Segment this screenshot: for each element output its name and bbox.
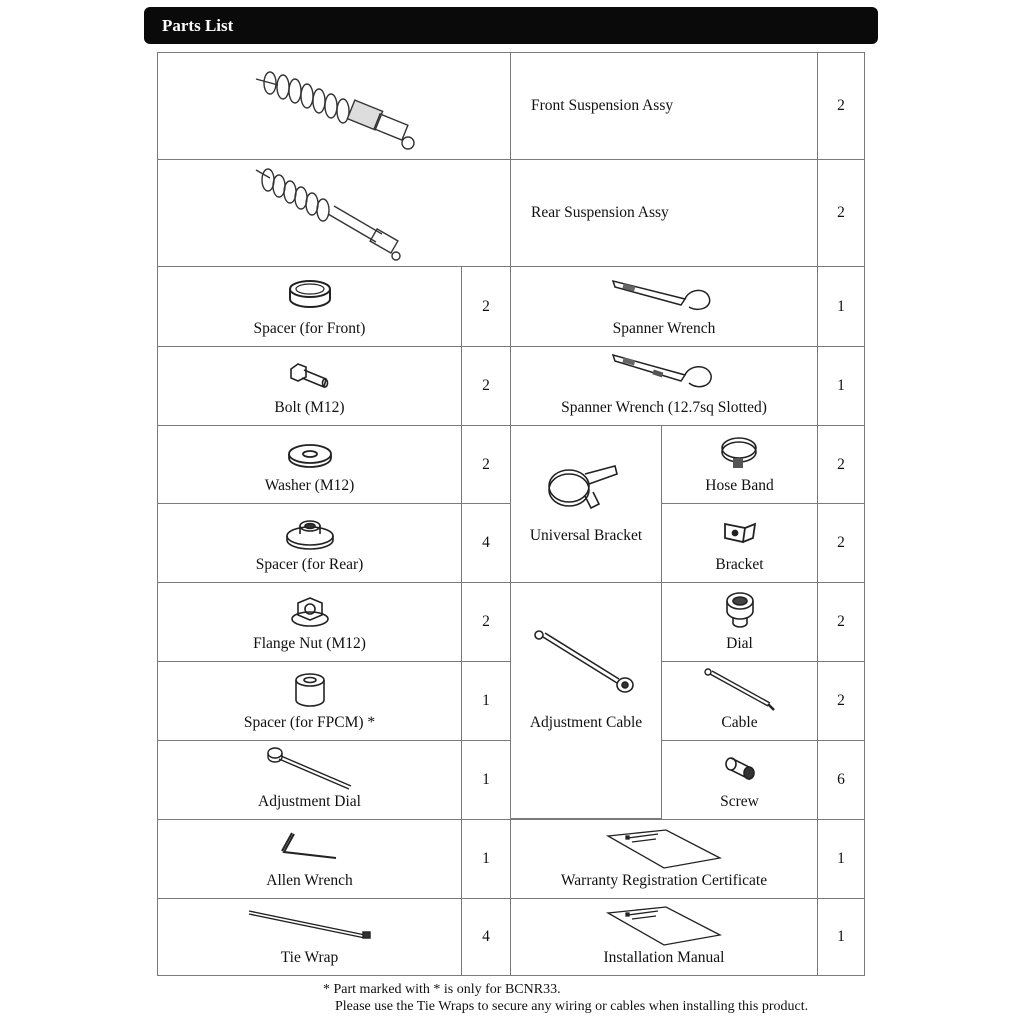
document-icon — [606, 828, 722, 870]
spacer-rear-qty: 4 — [482, 534, 490, 551]
adjustment-cable-cell — [510, 582, 662, 819]
allen-wrench-icon — [278, 830, 342, 866]
warranty-card-label: Warranty Registration Certificate — [560, 872, 768, 889]
front-suspension-image-cell — [157, 52, 511, 160]
rear-suspension-name-cell — [510, 159, 818, 267]
spacer-rear-label: Spacer (for Rear) — [255, 556, 364, 573]
screw-cell — [661, 740, 818, 820]
rear-suspension-qty: 2 — [837, 204, 845, 221]
adjustment-dial-cell — [157, 740, 462, 820]
allen-wrench-label: Allen Wrench — [266, 872, 353, 889]
hose-band-qty-cell — [817, 425, 865, 504]
washer-qty: 2 — [482, 455, 490, 473]
tie-wrap-qty: 4 — [482, 928, 490, 945]
bracket-label: Bracket — [715, 556, 764, 573]
front-suspension-qty: 2 — [837, 97, 845, 114]
front-suspension-label: Front Suspension Assy — [531, 97, 674, 114]
bolt-label: Bolt (M12) — [274, 399, 345, 416]
spanner-wrench-qty-cell — [817, 266, 865, 347]
spanner-wrench-slotted-qty: 1 — [837, 377, 845, 394]
front-suspension-name-cell — [510, 52, 818, 160]
manual-icon — [606, 905, 722, 947]
bolt-cell — [157, 346, 462, 426]
spanner-wrench-slotted-label: Spanner Wrench (12.7sq Slotted) — [561, 399, 767, 416]
warranty-card-cell — [510, 819, 818, 899]
hose-band-cell — [661, 425, 818, 504]
spacer-rear-qty-cell — [461, 503, 511, 583]
tie-wrap-cell — [157, 898, 462, 976]
spacer-ring-icon — [285, 277, 335, 313]
adjustment-dial-qty: 1 — [482, 771, 490, 788]
manual-label: Installation Manual — [603, 949, 725, 966]
parts-list-header: Parts List — [144, 7, 878, 44]
bracket-qty: 2 — [837, 534, 845, 551]
spacer-front-label: Spacer (for Front) — [253, 320, 366, 337]
slotted-spanner-icon — [609, 351, 719, 393]
manual-qty-cell — [817, 898, 865, 976]
screw-qty: 6 — [837, 771, 845, 788]
spacer-fpcm-cell — [157, 661, 462, 741]
dial-icon — [723, 589, 757, 629]
warranty-card-qty-cell — [817, 819, 865, 899]
universal-bracket-icon — [545, 460, 619, 512]
rear-suspension-qty-cell — [817, 159, 865, 267]
bolt-icon — [288, 361, 332, 393]
rear-suspension-image-cell — [157, 159, 511, 267]
bracket-qty-cell — [817, 503, 865, 583]
tie-wrap-icon — [245, 905, 375, 941]
warranty-card-qty: 1 — [837, 850, 845, 867]
cable-qty-cell — [817, 661, 865, 741]
spacer-fpcm-label: Spacer (for FPCM) * — [243, 714, 376, 731]
spanner-wrench-cell — [510, 266, 818, 347]
spacer-rear-cell — [157, 503, 462, 583]
footnote-bcnr33: * Part marked with * is only for BCNR33. — [323, 982, 561, 997]
cable-label: Cable — [721, 714, 758, 731]
flange-nut-icon — [288, 595, 332, 629]
spacer-rear-icon — [284, 514, 336, 550]
tie-wrap-qty-cell — [461, 898, 511, 976]
allen-wrench-cell — [157, 819, 462, 899]
screw-label: Screw — [720, 793, 759, 810]
spacer-front-qty-cell — [461, 266, 511, 347]
spacer-fpcm-qty: 1 — [482, 692, 490, 709]
universal-bracket-label: Universal Bracket — [529, 527, 643, 544]
hose-band-label: Hose Band — [705, 477, 774, 494]
hose-band-qty: 2 — [837, 455, 845, 473]
spanner-wrench-slotted-cell — [510, 346, 818, 426]
screw-qty-cell — [817, 740, 865, 820]
spacer-front-qty: 2 — [482, 297, 490, 315]
rear-suspension-label: Rear Suspension Assy — [531, 204, 669, 221]
tie-wrap-label: Tie Wrap — [280, 949, 339, 966]
universal-bracket-cell — [510, 425, 662, 583]
washer-label: Washer (M12) — [264, 477, 355, 494]
washer-qty-cell — [461, 425, 511, 504]
cable-qty: 2 — [837, 692, 845, 709]
flange-nut-qty-cell — [461, 582, 511, 662]
hose-band-icon — [719, 434, 761, 472]
washer-cell — [157, 425, 462, 504]
dial-qty: 2 — [837, 613, 845, 630]
allen-wrench-qty: 1 — [482, 850, 490, 867]
spanner-wrench-icon — [609, 275, 719, 315]
cable-cell — [661, 661, 818, 741]
adjustment-dial-label: Adjustment Dial — [258, 793, 361, 810]
adjustment-dial-icon — [265, 745, 355, 793]
washer-icon — [285, 442, 335, 470]
screw-icon — [723, 755, 757, 785]
spanner-wrench-qty: 1 — [837, 297, 845, 315]
front-suspension-qty-cell — [817, 52, 865, 160]
spanner-wrench-slotted-qty-cell — [817, 346, 865, 426]
adjustment-dial-qty-cell — [461, 740, 511, 820]
spacer-fpcm-qty-cell — [461, 661, 511, 741]
flange-nut-label: Flange Nut (M12) — [253, 635, 366, 652]
dial-label: Dial — [726, 635, 753, 652]
flange-nut-cell — [157, 582, 462, 662]
flange-nut-qty: 2 — [482, 613, 490, 630]
dial-cell — [661, 582, 818, 662]
adjustment-cable-icon — [531, 627, 641, 697]
bolt-qty: 2 — [482, 377, 490, 394]
footnote-tie-wraps: Please use the Tie Wraps to secure any wiring or cables when installing this product. — [335, 999, 809, 1014]
rear-suspension-icon — [248, 164, 418, 264]
cable-icon — [702, 666, 778, 712]
bolt-qty-cell — [461, 346, 511, 426]
adjustment-cable-label: Adjustment Cable — [529, 714, 643, 731]
front-suspension-icon — [248, 61, 428, 156]
dial-qty-cell — [817, 582, 865, 662]
spanner-wrench-label: Spanner Wrench — [612, 320, 716, 337]
manual-cell — [510, 898, 818, 976]
bracket-cell — [661, 503, 818, 583]
spacer-fpcm-icon — [292, 672, 328, 710]
spacer-front-cell — [157, 266, 462, 347]
manual-qty: 1 — [837, 928, 845, 945]
allen-wrench-qty-cell — [461, 819, 511, 899]
bracket-icon — [721, 518, 759, 548]
